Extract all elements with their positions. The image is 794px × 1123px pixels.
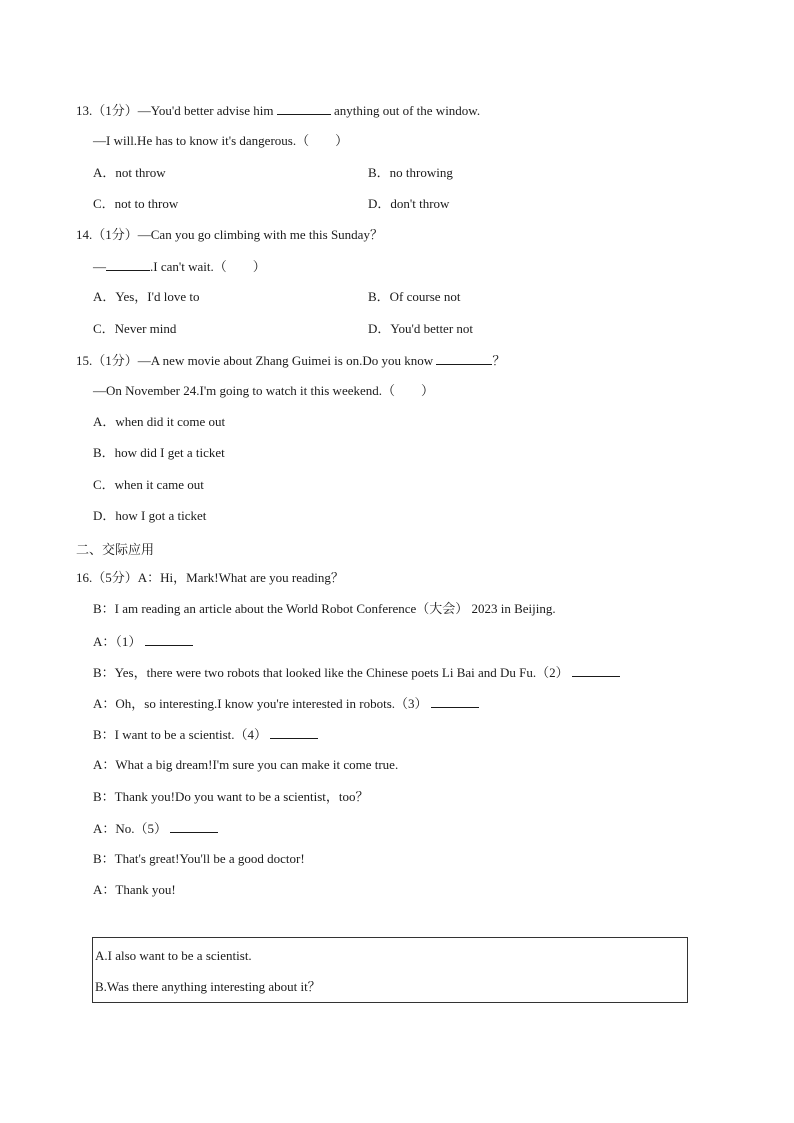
- option-b[interactable]: B．how did I get a ticket: [93, 445, 225, 460]
- section-heading: 二、交际应用: [76, 543, 155, 558]
- dialogue-line: B：Thank you!Do you want to be a scientist，too？: [93, 789, 369, 804]
- option-a[interactable]: A．not throw: [93, 165, 166, 180]
- option-a[interactable]: A．Yes，I'd love to: [93, 289, 200, 304]
- question-number: 15.（1分）: [76, 353, 138, 368]
- option-b[interactable]: B．Of course not: [368, 289, 461, 304]
- answer-blank-2[interactable]: [572, 664, 620, 677]
- question-number: 16.（5分）: [76, 570, 138, 585]
- option-a[interactable]: A．when did it come out: [93, 414, 226, 429]
- question-text: —Can you go climbing with me this Sunday？: [137, 227, 383, 242]
- question-text: ？: [492, 353, 506, 368]
- answer-blank-3[interactable]: [431, 695, 479, 708]
- option-d[interactable]: D．don't throw: [368, 196, 450, 211]
- choice-b: B.Was there anything interesting about it？: [95, 979, 321, 994]
- dialogue-line: B：That's great!You'll be a good doctor!: [93, 851, 305, 866]
- option-c[interactable]: C．when it came out: [93, 477, 204, 492]
- question-number: 14.（1分）: [76, 227, 138, 242]
- answer-blank-5[interactable]: [170, 820, 218, 833]
- dialogue-line: A：Oh，so interesting.I know you're interested in robots.（3）: [93, 695, 479, 712]
- answer-blank[interactable]: [277, 102, 331, 115]
- choices-box: [92, 937, 688, 1003]
- dialogue-line: A：What a big dream!I'm sure you can make it come true.: [93, 757, 399, 772]
- option-d[interactable]: D．how I got a ticket: [93, 508, 207, 523]
- question-text: —: [93, 259, 106, 274]
- question-13-stem: [76, 102, 480, 119]
- dialogue-line: A：No.（5）: [93, 820, 218, 837]
- question-text: anything out of the window.: [333, 103, 481, 118]
- dialogue-line: B：Yes，there were two robots that looked like the Chinese poets Li Bai and Du Fu.（2）: [93, 664, 620, 681]
- dialogue-line: A：（1）: [93, 633, 193, 650]
- answer-blank-4[interactable]: [270, 726, 318, 739]
- dialogue-line: B：I want to be a scientist.（4）: [93, 726, 318, 743]
- question-14-reply: [93, 258, 266, 275]
- question-text: .I can't wait.（ ）: [150, 259, 266, 274]
- option-b[interactable]: B．no throwing: [368, 165, 453, 180]
- question-number: 13.（1分）: [76, 103, 138, 118]
- question-text: —A new movie about Zhang Guimei is on.Do you know: [137, 353, 434, 368]
- question-15-reply: —On November 24.I'm going to watch it this weekend.（ ）: [93, 383, 435, 398]
- question-16-stem: [76, 570, 344, 586]
- choice-a: A.I also want to be a scientist.: [95, 948, 252, 963]
- dialogue-line: B：I am reading an article about the World Robot Conference（大会） 2023 in Beijing.: [93, 601, 556, 616]
- option-c[interactable]: C．not to throw: [93, 196, 179, 211]
- answer-blank-1[interactable]: [145, 633, 193, 646]
- question-13-reply: —I will.He has to know it's dangerous.（ ）: [93, 133, 349, 148]
- option-c[interactable]: C．Never mind: [93, 321, 177, 336]
- answer-blank[interactable]: [436, 352, 492, 365]
- question-15-stem: [76, 352, 505, 369]
- question-14-stem: [76, 227, 383, 243]
- answer-blank[interactable]: [106, 258, 150, 271]
- dialogue-line: A：Hi，Mark!What are you reading？: [137, 570, 344, 585]
- dialogue-line: A：Thank you!: [93, 882, 176, 897]
- option-d[interactable]: D．You'd better not: [368, 321, 474, 336]
- question-text: —You'd better advise him: [137, 103, 274, 118]
